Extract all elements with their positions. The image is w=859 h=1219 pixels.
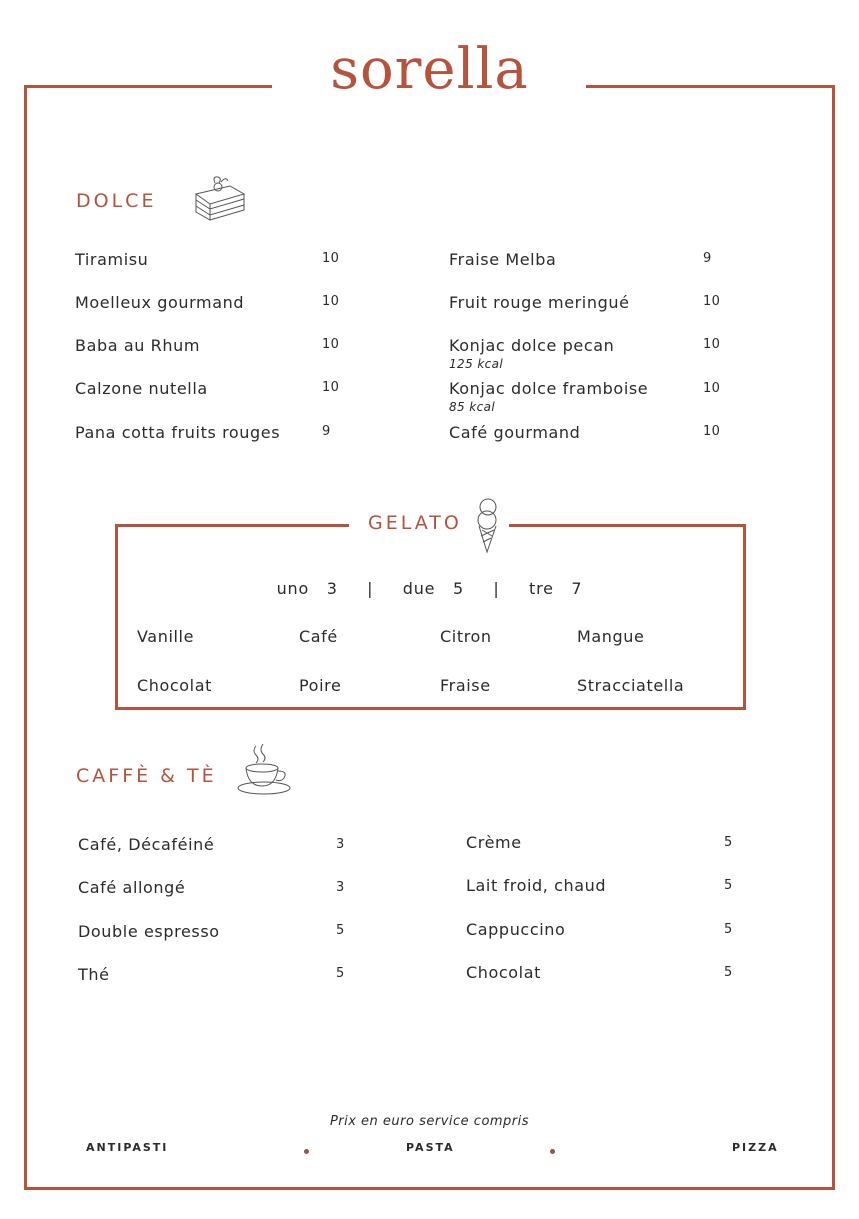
menu-item-name: Calzone nutella [75,379,208,398]
gelato-flavor: Café [299,627,338,646]
menu-item-price: 3 [336,880,345,895]
nav-link-antipasti[interactable]: ANTIPASTI [86,1141,169,1154]
menu-item-name: Konjac dolce pecan [449,336,615,355]
menu-item-name: Café gourmand [449,423,581,442]
menu-item-name: Pana cotta fruits rouges [75,423,281,442]
gelato-flavor: Poire [299,676,342,695]
menu-item-price: 5 [724,922,733,937]
menu-item-name: Fraise Melba [449,250,557,269]
menu-item-name: Thé [78,965,110,984]
gelato-sizes: uno 3 | due 5 | tre 7 [276,579,583,598]
menu-item-price: 10 [322,251,340,266]
menu-item-calories: 125 kcal [449,357,504,371]
menu-item-name: Café allongé [78,878,186,897]
menu-item-name: Cappuccino [466,920,566,939]
menu-item-name: Konjac dolce framboise [449,379,649,398]
nav-link-pasta[interactable]: PASTA [406,1141,455,1154]
menu-item-name: Baba au Rhum [75,336,201,355]
dolce-title: DOLCE [76,190,157,212]
menu-item-price: 10 [322,380,340,395]
gelato-flavor: Citron [440,627,492,646]
menu-item-price: 10 [703,424,721,439]
ice-cream-cone-icon [470,496,506,554]
menu-item-price: 5 [724,878,733,893]
gelato-flavor: Fraise [440,676,491,695]
menu-item-price: 10 [322,294,340,309]
gelato-flavor: Vanille [137,627,195,646]
gelato-title: GELATO [368,512,462,534]
menu-item-calories: 85 kcal [449,400,496,414]
nav-link-pizza[interactable]: PIZZA [732,1141,779,1154]
menu-item-price: 3 [336,837,345,852]
menu-item-price: 10 [322,337,340,352]
menu-item-name: Fruit rouge meringué [449,293,630,312]
menu-item-price: 9 [322,424,331,439]
brand-title: sorella [330,37,529,102]
menu-item-name: Café, Décaféiné [78,835,215,854]
gelato-flavor: Stracciatella [577,676,685,695]
menu-item-price: 10 [703,294,721,309]
footer-note: Prix en euro service compris [329,1114,530,1129]
menu-item-price: 10 [703,381,721,396]
menu-item-name: Crème [466,833,522,852]
gelato-flavor: Mangue [577,627,645,646]
menu-item-name: Moelleux gourmand [75,293,245,312]
separator-dot [550,1149,555,1154]
menu-item-price: 5 [724,965,733,980]
menu-item-price: 10 [703,337,721,352]
cake-slice-icon [190,172,248,222]
gelato-flavor: Chocolat [137,676,213,695]
menu-item-name: Lait froid, chaud [466,876,607,895]
separator-dot [304,1149,309,1154]
menu-item-price: 9 [703,251,712,266]
menu-item-name: Double espresso [78,922,220,941]
menu-item-price: 5 [724,835,733,850]
menu-item-price: 5 [336,923,345,938]
menu-item-price: 5 [336,966,345,981]
menu-item-name: Chocolat [466,963,542,982]
coffee-cup-icon [236,742,296,798]
menu-item-name: Tiramisu [75,250,149,269]
caffe-title: CAFFÈ & TÈ [76,765,217,787]
